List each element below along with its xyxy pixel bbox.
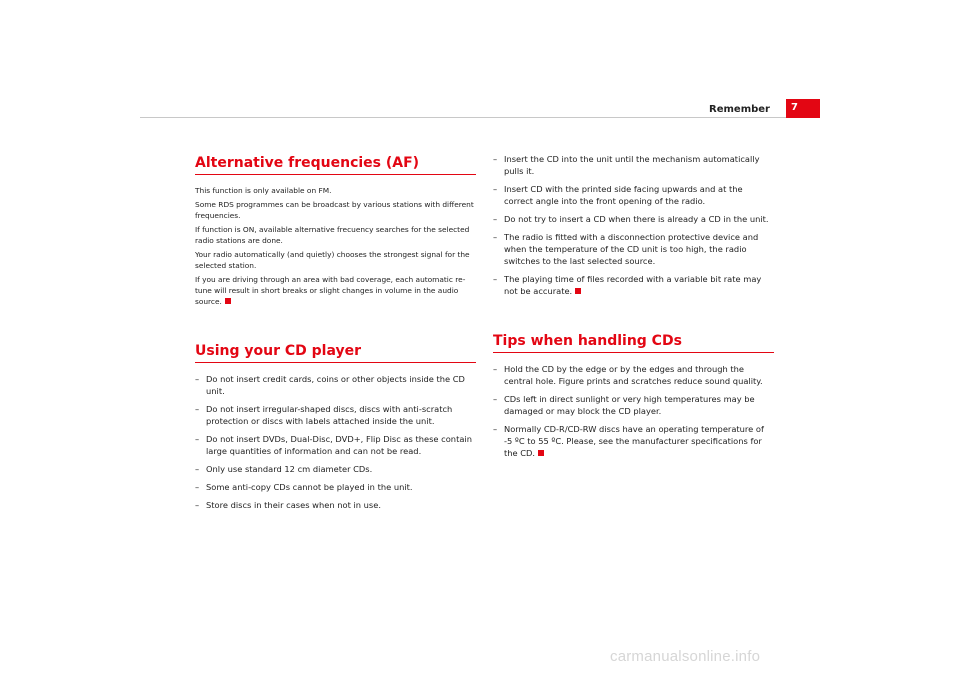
list-item: – Store discs in their cases when not in use. xyxy=(195,499,476,511)
list-item: – Only use standard 12 cm diameter CDs. xyxy=(195,463,476,475)
right-column xyxy=(493,153,774,465)
header-rule xyxy=(140,117,820,118)
heading-tips-handling-cds: Tips when handling CDs xyxy=(493,333,774,353)
af-paragraph-text: If you are driving through an area with bad coverage, each automatic re-tune will result in short breaks or slight changes in volume in the audio source. xyxy=(195,275,466,306)
heading-alternative-frequencies: Alternative frequencies (AF) xyxy=(195,155,476,175)
list-item-text: The playing time of files recorded with a variable bit rate may not be accurate. xyxy=(504,274,762,296)
af-paragraph: Your radio automatically (and quietly) chooses the strongest signal for the selected station. xyxy=(195,250,470,270)
list-item xyxy=(493,423,774,459)
cd-player-list-continued xyxy=(493,153,774,297)
list-item: – Insert the CD into the unit until the mechanism automatically pulls it. xyxy=(493,153,774,177)
section-end-marker xyxy=(538,450,544,456)
list-item: – The radio is fitted with a disconnection protective device and when the temperature of the CD unit is too high, the radio switches to the last selected source. xyxy=(493,231,774,267)
page-number: 7 xyxy=(786,99,820,118)
list-item: – Hold the CD by the edge or by the edges and through the central hole. Figure prints and scratches reduce sound quality. xyxy=(493,363,774,387)
list-item: – Insert CD with the printed side facing upwards and at the correct angle into the front opening of the radio. xyxy=(493,183,774,207)
af-body xyxy=(195,185,476,307)
list-item-text: Normally CD-R/CD-RW discs have an operating temperature of -5 ºC to 55 ºC. Please, see the manufacturer specifications for the CD. xyxy=(504,424,764,458)
list-item: – Do not insert credit cards, coins or other objects inside the CD unit. xyxy=(195,373,476,397)
watermark: carmanualsonline.info xyxy=(610,648,761,665)
af-paragraph: This function is only available on FM. xyxy=(195,186,332,195)
list-item: – Do not try to insert a CD when there is already a CD in the unit. xyxy=(493,213,774,225)
af-paragraph: Some RDS programmes can be broadcast by various stations with different frequencies. xyxy=(195,200,474,220)
list-item: – Do not insert irregular-shaped discs, discs with anti-scratch protection or discs with labels attached inside the unit. xyxy=(195,403,476,427)
heading-using-cd-player: Using your CD player xyxy=(195,343,476,363)
left-column xyxy=(195,155,476,517)
list-item: – Do not insert DVDs, Dual-Disc, DVD+, Flip Disc as these contain large quantities of information and can not be read. xyxy=(195,433,476,457)
section-end-marker xyxy=(575,288,581,294)
af-paragraph: If function is ON, available alternative frecuency searches for the selected radio stations are done. xyxy=(195,225,470,245)
list-item xyxy=(493,273,774,297)
running-header-title: Remember xyxy=(709,104,770,115)
af-paragraph-last xyxy=(195,274,476,307)
section-end-marker xyxy=(225,298,231,304)
list-item: – Some anti-copy CDs cannot be played in the unit. xyxy=(195,481,476,493)
tips-list xyxy=(493,363,774,459)
cd-player-list xyxy=(195,373,476,511)
list-item: – CDs left in direct sunlight or very high temperatures may be damaged or may block the CD player. xyxy=(493,393,774,417)
